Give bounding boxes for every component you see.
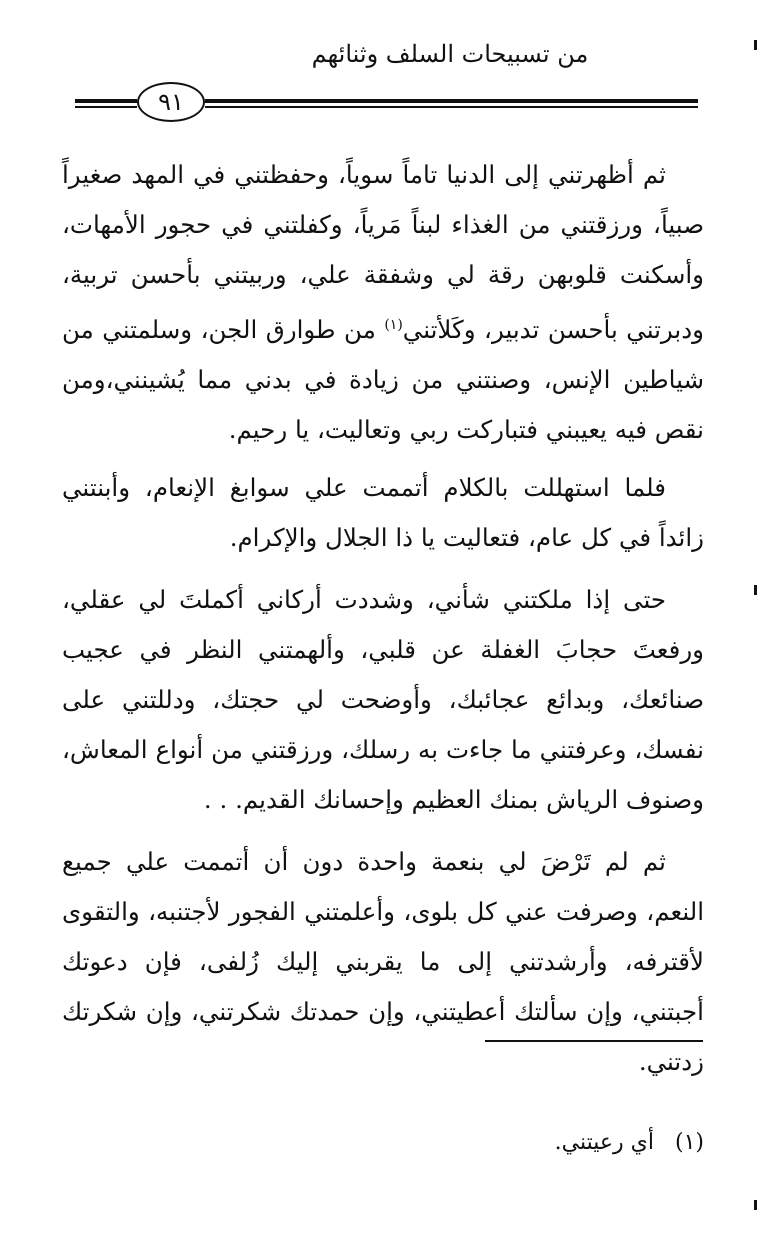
paragraph-3 bbox=[62, 575, 704, 825]
scan-margin-mark bbox=[754, 585, 757, 595]
paragraph-1-text: ثم أظهرتني إلى الدنيا تاماً سوياً، وحفظتني في المهد صغيراً صبياً، ورزقتني من الغذاء لبناً مَرياً، وكفلتني في حجور الأمهات، وأسكنت قلوبهن رقة لي وشفقة علي، وربيتني بأحسن تربية، ودبرتني بأحسن تدبير، وكَلأتني bbox=[62, 160, 704, 345]
scan-margin-mark bbox=[754, 1200, 757, 1210]
header-rule-right bbox=[205, 99, 698, 103]
footnote bbox=[430, 1130, 704, 1155]
footnote-text: أي رعيتني. bbox=[554, 1130, 654, 1155]
paragraph-2 bbox=[62, 463, 704, 563]
paragraph-4-text: ثم لم تَرْضَ لي بنعمة واحدة دون أن أتممت علي جميع النعم، وصرفت عني كل بلوى، وأعلمتني الفجور لأجتنبه، والتقوى لأقترفه، وأرشدتني إلى ما يقربني إليك زُلفى، فإن دعوتك أجبتني، وإن سألتك أعطيتني، وإن حمدتك شكرتني، وإن شكرتك زدتني. bbox=[62, 847, 704, 1076]
footnote-reference: (١) bbox=[384, 317, 403, 333]
header-rule-left bbox=[75, 99, 137, 103]
footnote-separator bbox=[485, 1040, 703, 1042]
paragraph-1-continuation: من طوارق الجن، وسلمتني من شياطين الإنس، وصنتني من زيادة في بدني مما يُشينني،ومن نقص فيه يعيبني فتباركت ربي وتعاليت، يا رحيم. bbox=[62, 315, 704, 445]
page-number: ٩١ bbox=[137, 82, 205, 122]
paragraph-2-text: فلما استهللت بالكلام أتممت علي سوابغ الإنعام، وأبنتني زائداً في كل عام، فتعاليت يا ذا الجلال والإكرام. bbox=[62, 473, 704, 552]
running-title: من تسبيحات السلف وثنائهم bbox=[311, 40, 589, 68]
paragraph-1 bbox=[62, 150, 704, 455]
footnote-number: (١) bbox=[674, 1130, 704, 1155]
paragraph-3-text: حتى إذا ملكتني شأني، وشددت أركاني أكملتَ لي عقلي، ورفعتَ حجابَ الغفلة عن قلبي، وألهمتني النظر في عجيب صنائعك، وبدائع عجائبك، وأوضحت لي حجتك، ودللتني على نفسك، وعرفتني ما جاءت به رسلك، ورزقتني من أنواع المعاش، وصنوف الرياش بمنك العظيم وإحسانك القديم. . . bbox=[62, 585, 704, 814]
paragraph-4 bbox=[62, 837, 704, 1087]
scan-margin-mark bbox=[754, 40, 757, 50]
